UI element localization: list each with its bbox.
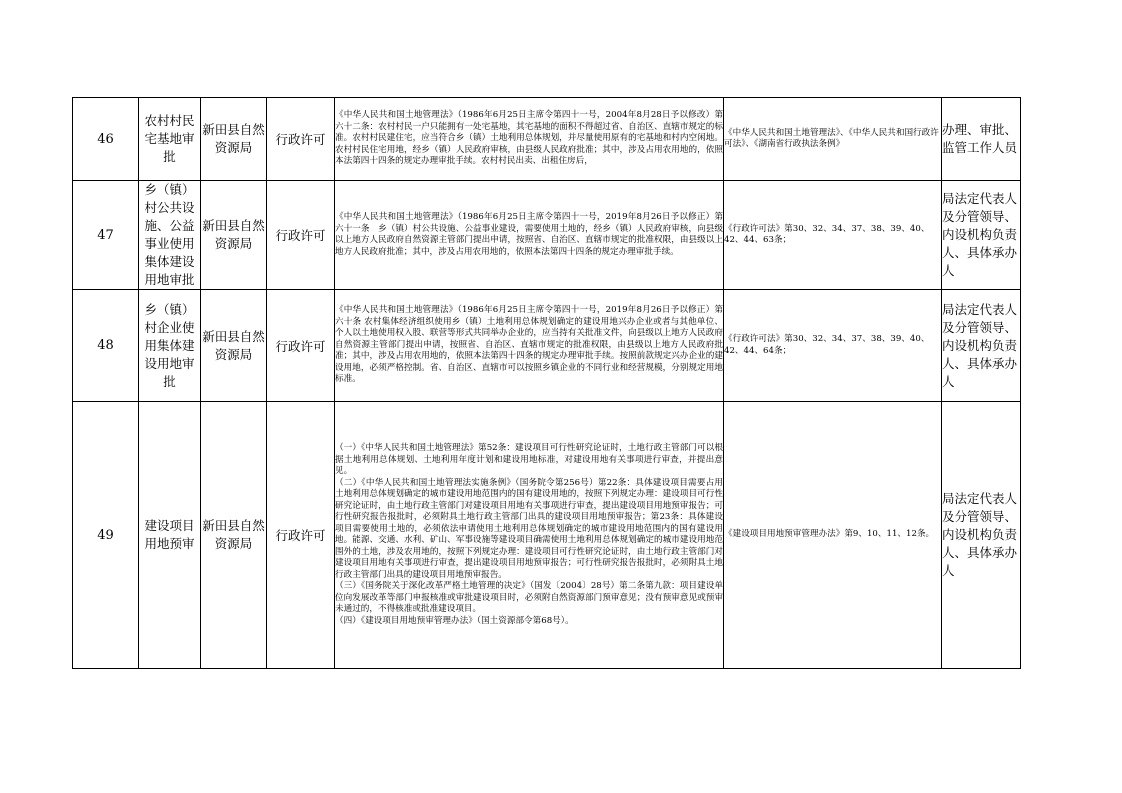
legal-basis bbox=[335, 402, 724, 669]
responsible-persons: 局法定代表人及分管领导、内设机构负责人、具体承办人 bbox=[942, 402, 1021, 669]
item-name: 建设项目用地预审 bbox=[139, 402, 201, 669]
basis-paragraph: 《中华人民共和国土地管理法》（1986年6月25日主席令第四十一号，2019年8月26日予以修正）第六十条 农村集体经济组织使用乡（镇）土地利用总体规划确定的建设用地兴办企业或者与其他单位、个人以土地使用权入股、联营等形式共同举办企业的，应当持有关批准文件，向县级以上地方人民政府自然资源主管部门提出申请，按照省、自治区、直辖市规定的批准权限，由县级以上地方人民政府批准；其中，涉及占用农用地的，依照本法第四十四条的规定办理审批手续。按照前款规定兴办企业的建设用地，必须严格控制。省、自治区、直辖市可以按照乡镇企业的不同行业和经营规模，分别规定用地标准。 bbox=[335, 305, 723, 385]
department: 新田县自然资源局 bbox=[201, 98, 267, 181]
legal-basis bbox=[335, 290, 724, 402]
item-name: 乡（镇）村公共设施、公益事业使用集体建设用地审批 bbox=[139, 181, 201, 290]
item-name: 乡（镇）村企业使用集体建设用地审批 bbox=[139, 290, 201, 402]
legal-basis bbox=[335, 98, 724, 181]
basis-paragraph: （二）《中华人民共和国土地管理法实施条例》（国务院令第256号）第22条：具体建设项目需要占用土地利用总体规划确定的城市建设用地范围内的国有建设用地的，按照下列规定办理：建设项目可行性研究论证时，由土地行政主管部门对建设项目用地有关事项进行审查，提出建设项目用地预审报告；可行性研究报告报批时，必须附具土地行政主管部门出具的建设项目用地预审报告；第23条：具体建设项目需要使用土地的，必须依法申请使用土地利用总体规划确定的城市建设用地范围内的国有建设用地。能源、交通、水利、矿山、军事设施等建设项目确需使用土地利用总体规划确定的城市建设用地范围外的土地，涉及农用地的，按照下列规定办理：建设项目可行性研究论证时，由土地行政主管部门对建设项目用地有关事项进行审查，提出建设项目用地预审报告；可行性研究报告报批时，必须附具土地行政主管部门出具的建设项目用地预审报告。 bbox=[335, 477, 723, 580]
basis-paragraph: （四）《建设项目用地预审管理办法》（国土资源部令第68号）。 bbox=[335, 615, 574, 626]
enforcement-law: 《中华人民共和国土地管理法》、《中华人民共和国行政许可法》、《湖南省行政执法条例》 bbox=[724, 98, 942, 181]
basis-paragraph: （三）《国务院关于深化改革严格土地管理的决定》（国发〔2004〕28号）第二条第九款：项目建设单位向发展改革等部门申报核准或审批建设项目时，必须附自然资源部门预审意见；没有预审意见或预审未通过的，不得核准或批准建设项目。 bbox=[335, 581, 723, 614]
permit-table bbox=[72, 97, 1021, 669]
table-row bbox=[73, 98, 1021, 181]
table-row bbox=[73, 402, 1021, 669]
row-number: 48 bbox=[73, 290, 139, 402]
legal-basis bbox=[335, 181, 724, 290]
department: 新田县自然资源局 bbox=[201, 402, 267, 669]
item-type: 行政许可 bbox=[267, 98, 335, 181]
enforcement-law: 《建设项目用地预审管理办法》第9、10、11、12条。 bbox=[724, 402, 942, 669]
basis-paragraph: 《中华人民共和国土地管理法》（1986年6月25日主席令第四十一号，2004年8月28日予以修改）第六十二条：农村村民一户只能拥有一处宅基地，其宅基地的面积不得超过省、自治区、直辖市规定的标准。农村村民建住宅，应当符合乡（镇）土地利用总体规划，并尽量使用原有的宅基地和村内空闲地。农村村民住宅用地，经乡（镇）人民政府审核，由县级人民政府批准；其中，涉及占用农用地的，依照本法第四十四条的规定办理审批手续。农村村民出卖、出租住房后， bbox=[335, 110, 723, 167]
item-type: 行政许可 bbox=[267, 290, 335, 402]
enforcement-law: 《行政许可法》第30、32、34、37、38、39、40、42、44、63条； bbox=[724, 181, 942, 290]
basis-paragraph: 《中华人民共和国土地管理法》（1986年6月25日主席令第四十一号，2019年8月26日予以修正）第六十一条 乡（镇）村公共设施、公益事业建设，需要使用土地的，经乡（镇）人民政府审核，向县级以上地方人民政府自然资源主管部门提出申请，按照省、自治区、直辖市规定的批准权限，由县级以上地方人民政府批准；其中，涉及占用农用地的，依照本法第四十四条的规定办理审批手续。 bbox=[335, 212, 723, 257]
item-name: 农村村民宅基地审批 bbox=[139, 98, 201, 181]
table-row bbox=[73, 290, 1021, 402]
responsible-persons: 局法定代表人及分管领导、内设机构负责人、具体承办人 bbox=[942, 181, 1021, 290]
row-number: 49 bbox=[73, 402, 139, 669]
department: 新田县自然资源局 bbox=[201, 181, 267, 290]
basis-paragraph: （一）《中华人民共和国土地管理法》第52条：建设项目可行性研究论证时，土地行政主管部门可以根据土地利用总体规划、土地利用年度计划和建设用地标准，对建设用地有关事项进行审查，并提出意见。 bbox=[335, 443, 723, 476]
responsible-persons: 办理、审批、监管工作人员 bbox=[942, 98, 1021, 181]
enforcement-law: 《行政许可法》第30、32、34、37、38、39、40、42、44、64条； bbox=[724, 290, 942, 402]
item-type: 行政许可 bbox=[267, 402, 335, 669]
table-row bbox=[73, 181, 1021, 290]
responsible-persons: 局法定代表人及分管领导、内设机构负责人、具体承办人 bbox=[942, 290, 1021, 402]
department: 新田县自然资源局 bbox=[201, 290, 267, 402]
row-number: 47 bbox=[73, 181, 139, 290]
row-number: 46 bbox=[73, 98, 139, 181]
item-type: 行政许可 bbox=[267, 181, 335, 290]
